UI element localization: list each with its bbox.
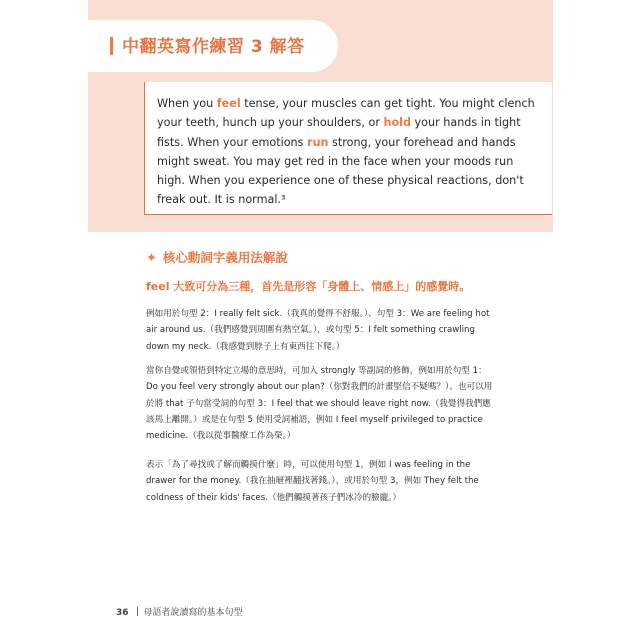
passage-text-2: tense, your muscles can get tight. You might clench your teeth, hunch up your shoulders, or	[157, 97, 535, 130]
sparkle-icon: ✦	[146, 251, 157, 266]
section-heading-text: 核心動詞字義用法解說	[162, 250, 288, 265]
passage-text-4: strong, your forehead and hands might sweat. You may get red in the face when your moods run high. When you experience one of these physical reactions, don't freak out. It is normal.³	[157, 135, 524, 207]
passage-box	[144, 82, 552, 215]
title-accent-bar	[110, 37, 113, 55]
explanation-paragraph-2: 當你自覺或領悟到特定立場的意思時，可加入 strongly 等副詞的修飾，例如用於句型 1：Do you feel very strongly about our plan?（你對我們的計畫堅信不疑嗎？）。也可以用於將 that 子句當受詞的句型 3：I feel that we should leave right now.（我覺得我們應該馬上離開。）或是在句型 5 使用受詞補語，例如 I feel myself privileged to practice medicine.（我以從事醫療工作為榮。）	[146, 366, 493, 442]
footer-divider	[137, 607, 138, 616]
section-heading	[146, 248, 288, 266]
book-page	[88, 0, 553, 640]
page-footer	[116, 605, 243, 618]
lead-sentence: feel 大致可分為三種，首先是形容「身體上、情感上」的感覺時。	[146, 280, 471, 293]
highlight-hold: hold	[383, 116, 411, 130]
page-title: 中翻英寫作練習 3 解答	[122, 37, 305, 57]
explanation-paragraph-1: 例如用於句型 2：I really felt sick.（我真的覺得不舒服。）、句型 3：We are feeling hot air around us.（我們感覺到周圍有熱空氣。），或句型 5：I felt something crawling down my neck.（我感覺到脖子上有東西往下爬。）	[146, 309, 490, 352]
highlight-feel: feel	[216, 97, 241, 110]
page-number: 36	[116, 608, 129, 618]
passage-text-1: When you	[157, 97, 217, 110]
book-title: 母語者說讀寫的基本句型	[143, 608, 243, 618]
passage-text-3: your hands in tight fists. When your emotions	[157, 116, 521, 149]
highlight-run: run	[307, 135, 329, 149]
english-passage	[157, 94, 542, 210]
explanation-paragraph-3: 表示「為了尋找或了解而觸摸什麼」時，可以使用句型 1，例如 I was feeling in the drawer for the money.（我在抽屜裡翻找著錢。），或用於句型 3，例如 They felt the coldness of their kids' faces.（他們觸摸著孩子們冰冷的臉龐。）	[146, 460, 479, 503]
header-band	[88, 0, 553, 232]
